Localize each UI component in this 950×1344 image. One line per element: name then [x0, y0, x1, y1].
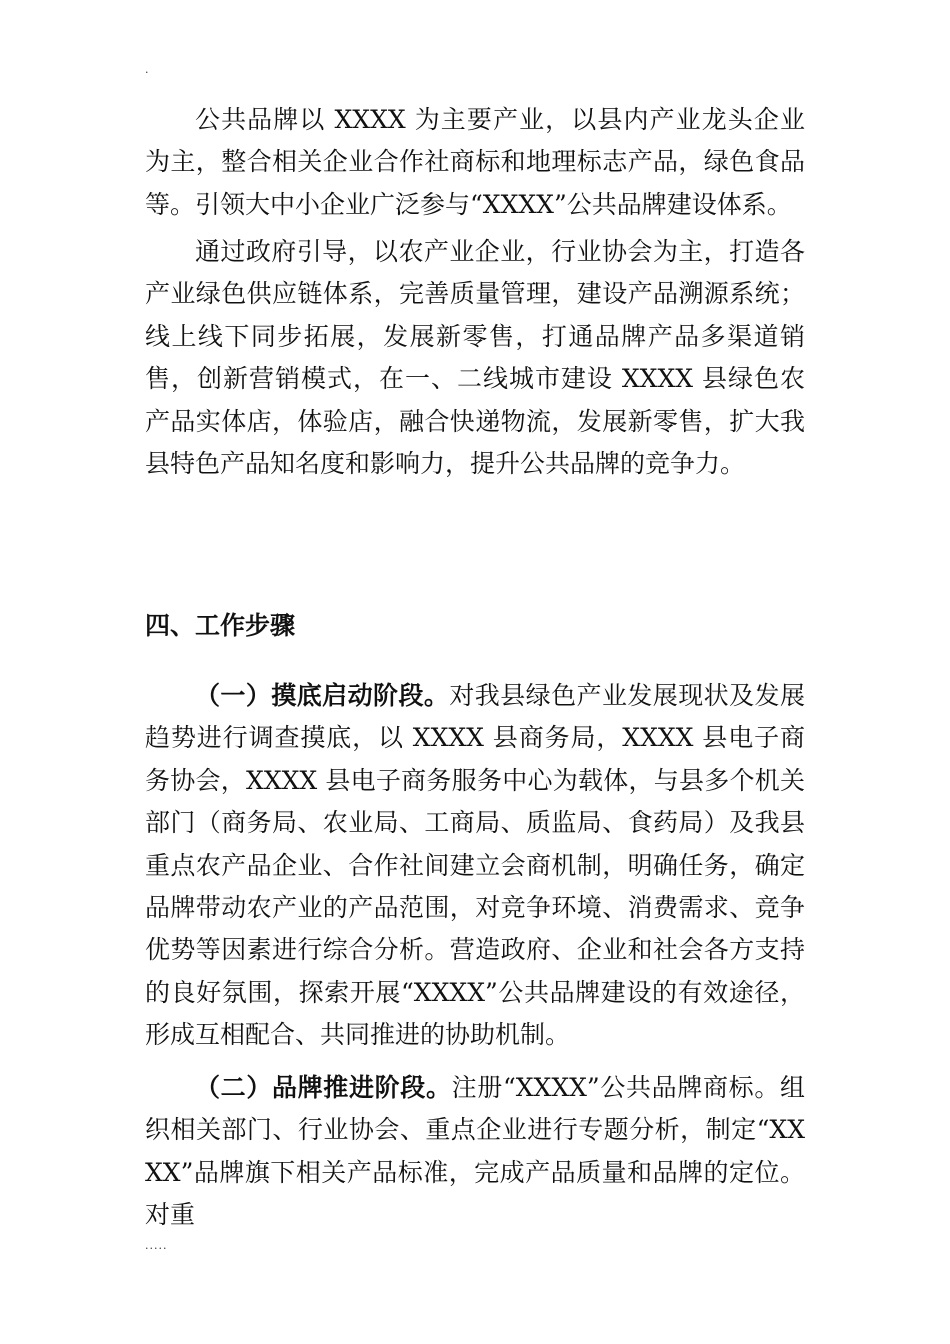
stage-two-title: （二）品牌推进阶段。	[195, 1073, 452, 1102]
page-bottom-marker: .....	[145, 1239, 168, 1252]
page-top-marker: .	[145, 63, 150, 76]
stage-two-text: 注册“XXXX”公共品牌商标。组织相关部门、行业协会、重点企业进行专题分析，制定“XXXX”品牌旗下相关产品标准，完成产品质量和品牌的定位。对重	[145, 1073, 805, 1230]
section-heading-work-steps: 四、工作步骤	[145, 611, 296, 640]
paragraph-government-guidance: 通过政府引导，以农产业企业，行业协会为主，打造各产业绿色供应链体系，完善质量管理，建设产品溯源系统；线上线下同步拓展，发展新零售，打通品牌产品多渠道销售，创新营销模式，在一、二线城市建设 XXXX 县绿色农产品实体店，体验店，融合快递物流，发展新零售，扩大我县特色产品知名度和影响力，提升公共品牌的竞争力。	[145, 237, 805, 479]
paragraph-public-brand: 公共品牌以 XXXX 为主要产业，以县内产业龙头企业为主，整合相关企业合作社商标和地理标志产品，绿色食品等。引领大中小企业广泛参与“XXXX”公共品牌建设体系。	[145, 105, 805, 219]
stage-one-title: （一）摸底启动阶段。	[195, 681, 450, 710]
paragraph-stage-two	[145, 1067, 805, 1237]
stage-one-text: 对我县绿色产业发展现状及发展趋势进行调查摸底，以 XXXX 县商务局，XXXX 县电子商务协会，XXXX 县电子商务服务中心为载体，与县多个机关部门（商务局、农业局、工商局、质监局、食药局）及我县重点农产品企业、合作社间建立会商机制，明确任务，确定品牌带动农产业的产品范围，对竞争环境、消费需求、竞争优势等因素进行综合分析。营造政府、企业和社会各方支持的良好氛围，探索开展“XXXX”公共品牌建设的有效途径，形成互相配合、共同推进的协助机制。	[145, 681, 805, 1050]
paragraph-stage-one	[145, 675, 805, 1057]
